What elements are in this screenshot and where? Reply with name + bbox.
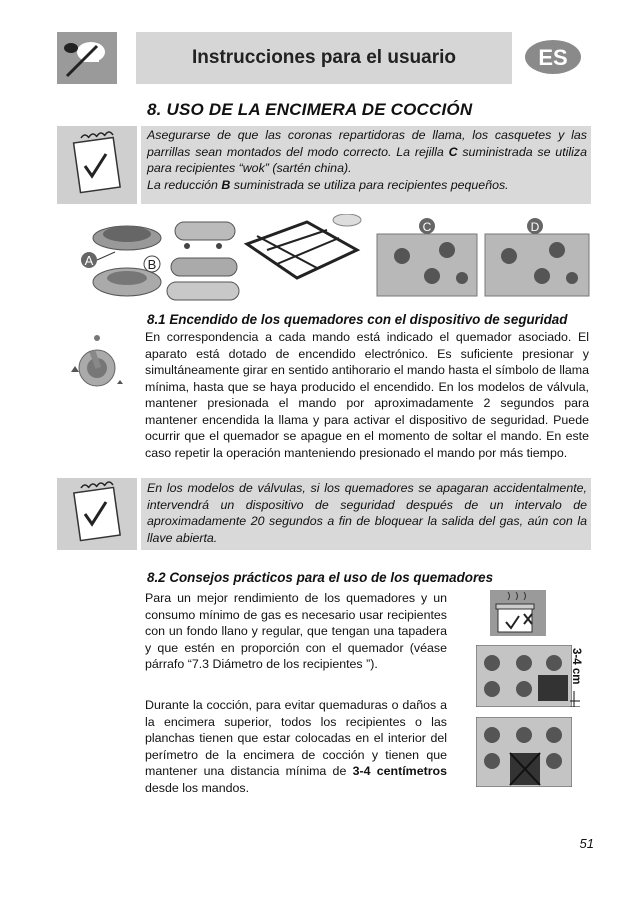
note-box-2 [141,478,591,550]
note-icon-box [57,126,137,204]
subsection-81-title: 8.1 Encendido de los quemadores con el dispositivo de seguridad [147,312,568,327]
distance-label-text: 3-4 cm [570,648,582,685]
subsection-82-para-1: Para un mejor rendimiento de los quemadores y un consumo mínimo de gas es necesario usar recipientes con un fondo llano y regular, que tengan una tapadera y que estén en proporción con el quemador (véase párrafo “7.3 Diámetro de los recipientes ”). [145,591,447,671]
page-number: 51 [579,836,594,851]
chef-logo [57,32,117,84]
hob-top-view-incorrect [476,717,572,787]
language-badge [523,38,583,76]
language-code: ES [538,45,568,70]
note-box-1 [141,126,591,204]
subsection-81-body: En correspondencia a cada mando está indicado el quemador asociado. El aparato está dotado de encendido electrónico. Es suficiente presionar y simultáneamente girar en sentido antihorario el mando hasta el símbolo de llama mínima, hasta que se haya producido el encendido. En los modelos de válvula, mantener presionada el mando por aproximadamente 2 segundos para mantener encendida la llama y para activar el dispositivo de seguridad. Puede ocurrir que el quemador se apague en el momento de soltar el mando. En este caso repetir la operación manteniendo presionado el mando por más tiempo. [145,330,589,460]
label-c: C [422,220,432,234]
note-1-text: Asegurarse de que las coronas repartidoras de llama, los casquetes y las parrillas sean montados del modo correcto. La rejilla C suministrada se utiliza para recipientes “wok” (sartén china). La reducción B suministrada se utiliza para recipientes pequeños. [147,128,587,192]
note-2-icon-box [57,478,137,550]
hob-top-view-correct [476,645,572,707]
notepad-check-icon [57,478,137,550]
distance-label [572,648,592,692]
burner-assembly-figure [57,214,591,306]
chef-hat-icon [57,32,117,84]
control-knob-icon [57,324,137,392]
section-title: 8. USO DE LA ENCIMERA DE COCCIÓN [147,100,473,119]
label-d: D [530,220,540,234]
header-title: Instrucciones para el usuario [136,32,512,84]
subsection-82-para-2: Durante la cocción, para evitar quemaduras o daños a la encimera superior, todos los recipientes o las planchas tienen que estar colocadas en el interior del perímetro de la encimera de cocción y tienen que mantener una distancia mínima de 3-4 centímetros desde los mandos. [145,698,447,795]
pot-lid-icon [488,588,548,638]
notepad-check-icon [57,126,137,204]
subsection-82-title: 8.2 Consejos prácticos para el uso de los quemadores [147,570,494,585]
note-2-text: En los modelos de válvulas, si los quemadores se apagaran accidentalmente, intervendrá un dispositivo de seguridad después de un intervalo de aproximadamente 20 segundos a fin de bloquear la salida del gas, aún con la llave abierta. [147,481,587,545]
label-a: A [84,253,94,268]
label-b: B [147,257,157,272]
knob-illustration [57,324,137,392]
